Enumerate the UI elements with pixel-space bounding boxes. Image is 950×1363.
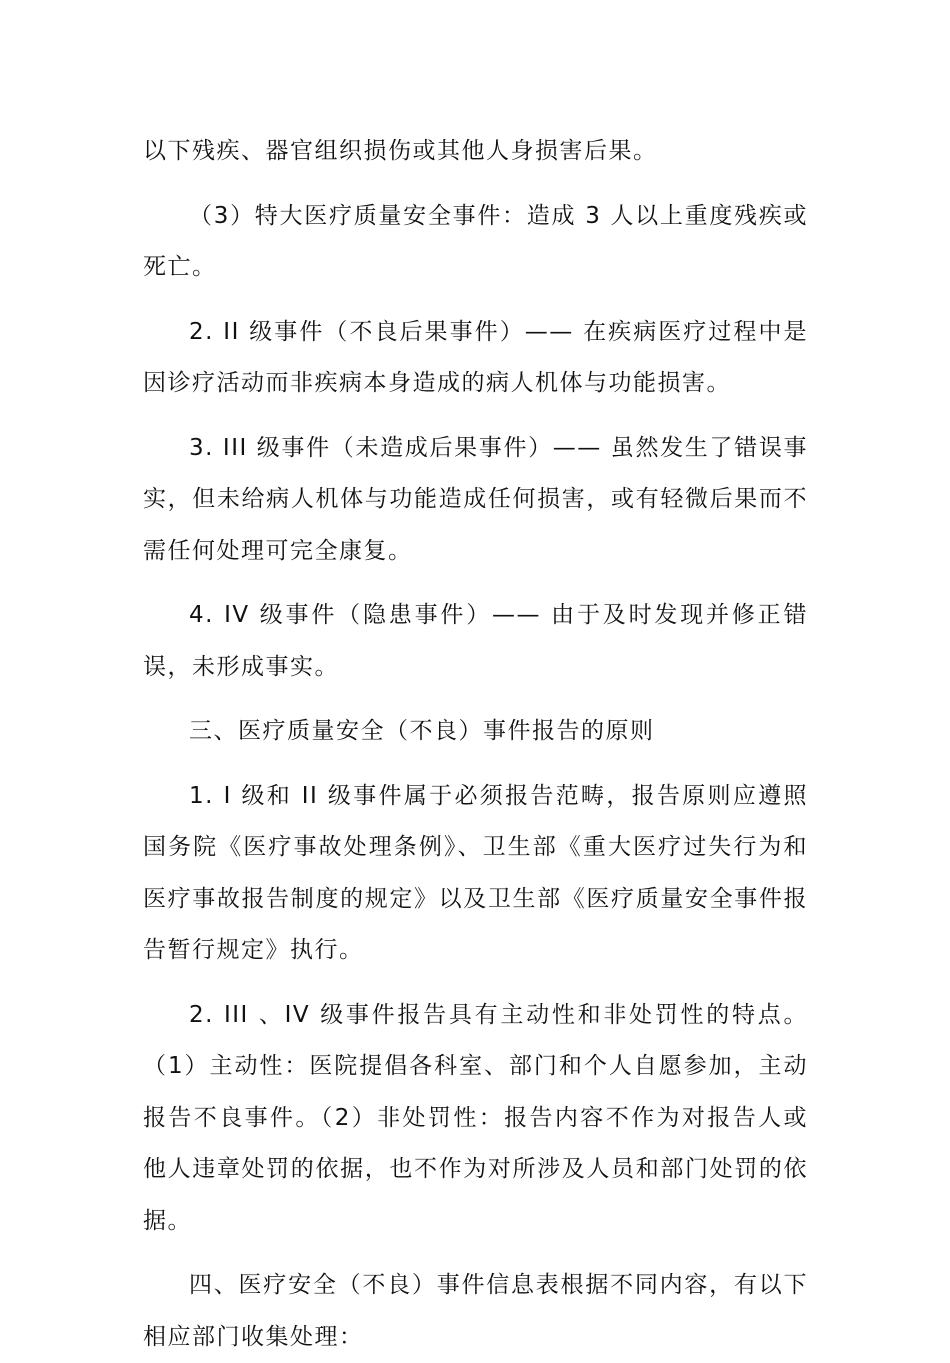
paragraph-voluntary-reporting: 2. III 、IV 级事件报告具有主动性和非处罚性的特点。（1）主动性：医院提倡各科室、部门和个人自愿参加，主动报告不良事件。（2）非处罚性：报告内容不作为对报告人或他人违章处罚的依据，也不作为对所涉及人员和部门处罚的依据。: [143, 1001, 808, 1234]
section-heading-reporting-principles: 三、医疗质量安全（不良）事件报告的原则: [189, 718, 655, 744]
paragraph-continuation: 以下残疾、器官组织损伤或其他人身损害后果。: [143, 138, 658, 164]
paragraph-level-4: 4. IV 级事件（隐患事件）—— 由于及时发现并修正错误，未形成事实。: [143, 602, 808, 680]
section-heading-information-collection: 四、医疗安全（不良）事件信息表根据不同内容，有以下相应部门收集处理：: [143, 1272, 808, 1350]
paragraph-level-2: 2. II 级事件（不良后果事件）—— 在疾病医疗过程中是因诊疗活动而非疾病本身造成的病人机体与功能损害。: [143, 318, 808, 396]
paragraph-level-3: 3. III 级事件（未造成后果事件）—— 虽然发生了错误事实，但未给病人机体与功能造成任何损害，或有轻微后果而不需任何处理可完全康复。: [143, 434, 808, 564]
paragraph-major-event: （3）特大医疗质量安全事件：造成 3 人以上重度残疾或死亡。: [143, 202, 808, 280]
document-body: [143, 126, 808, 1363]
paragraph-mandatory-reporting: 1. I 级和 II 级事件属于必须报告范畴，报告原则应遵照国务院《医疗事故处理条例》、卫生部《重大医疗过失行为和医疗事故报告制度的规定》以及卫生部《医疗质量安全事件报告暂行规定》执行。: [143, 782, 808, 963]
